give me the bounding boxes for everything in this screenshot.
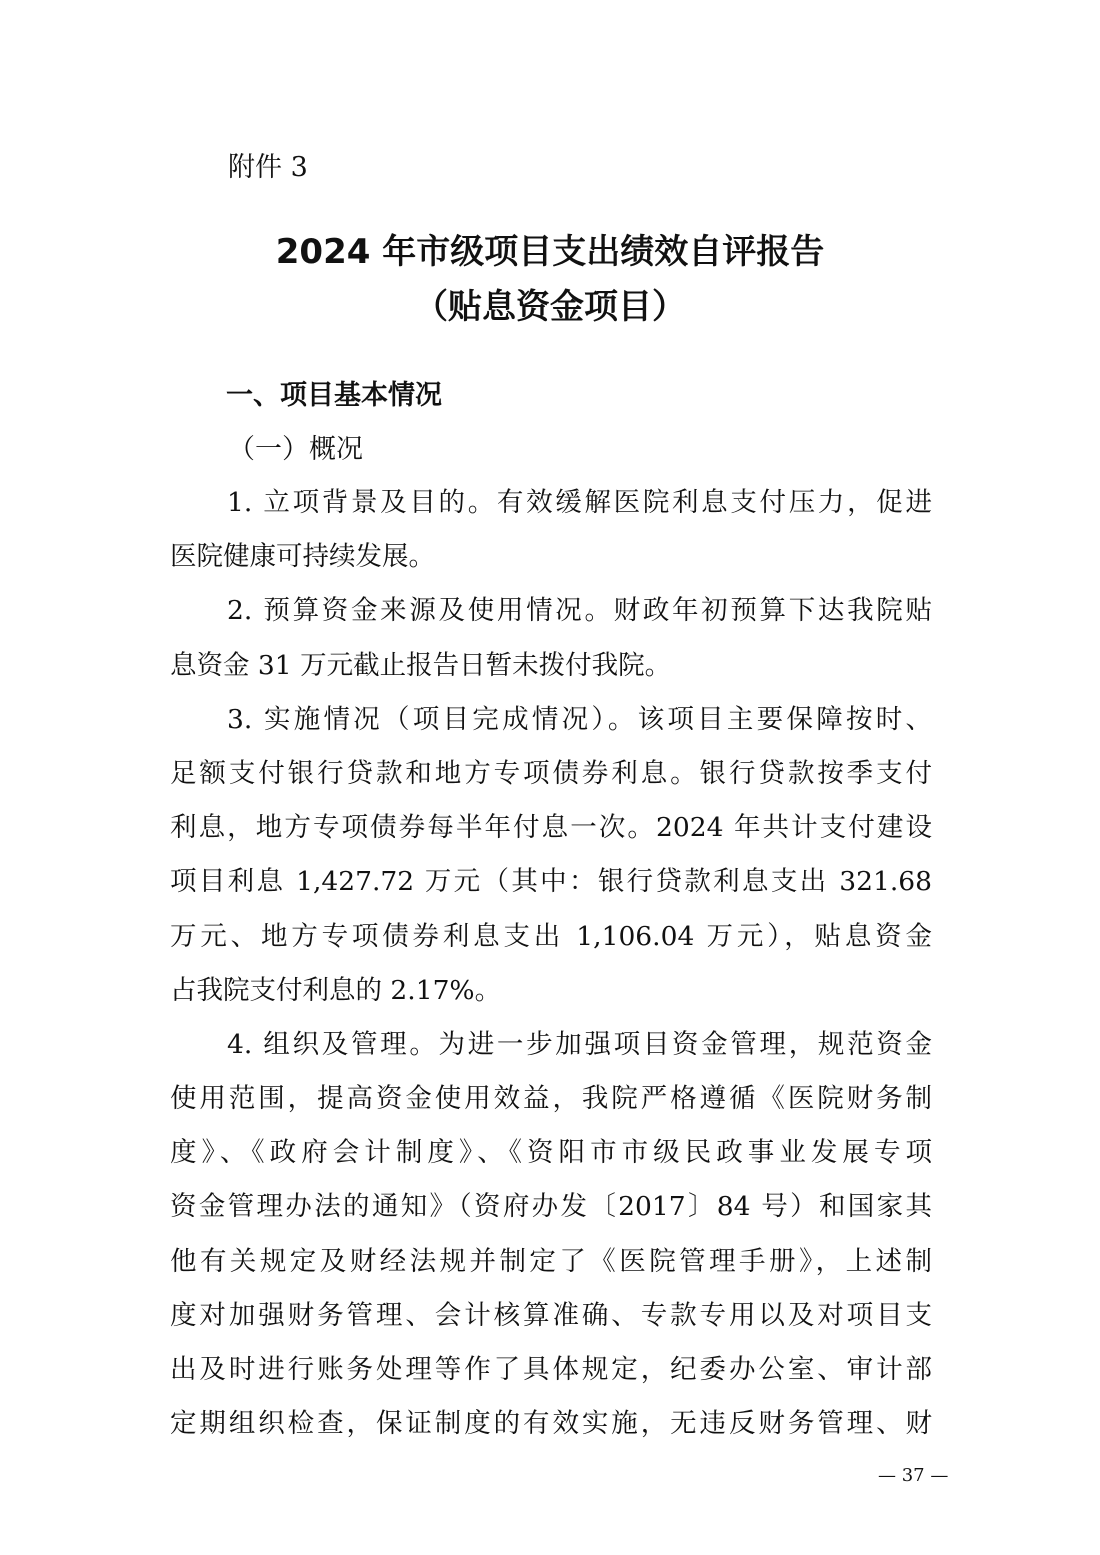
body-line: 足额支付银行贷款和地方专项债券利息。银行贷款按季支付: [170, 757, 932, 789]
body-line: 资金管理办法的通知》（资府办发〔2017〕84 号）和国家其: [170, 1191, 932, 1223]
body-line: 4. 组织及管理。为进一步加强项目资金管理，规范资金: [227, 1028, 932, 1060]
body-line: 项目利息 1,427.72 万元（其中：银行贷款利息支出 321.68: [170, 866, 932, 898]
body-line: 医院健康可持续发展。: [170, 541, 435, 573]
body-line: 他有关规定及财经法规并制定了《医院管理手册》，上述制: [170, 1245, 932, 1277]
body-line: 万元、地方专项债券利息支出 1,106.04 万元），贴息资金: [170, 920, 932, 952]
report-title: 2024 年市级项目支出绩效自评报告: [275, 232, 825, 272]
report-subtitle: （贴息资金项目）: [414, 287, 686, 327]
section-heading: 一、项目基本情况: [226, 380, 442, 411]
body-line: 出及时进行账务处理等作了具体规定，纪委办公室、审计部: [170, 1354, 932, 1385]
body-line: 利息，地方专项债券每半年付息一次。2024 年共计支付建设: [170, 812, 932, 844]
body-line: 度》、《政府会计制度》、《资阳市市级民政事业发展专项: [170, 1137, 932, 1169]
body-line: 使用范围，提高资金使用效益，我院严格遵循《医院财务制: [170, 1083, 932, 1115]
body-line: 3. 实施情况（项目完成情况）。该项目主要保障按时、: [227, 703, 932, 735]
body-line: 1. 立项背景及目的。有效缓解医院利息支付压力，促进: [227, 487, 932, 518]
attachment-label: 附件 3: [228, 152, 308, 183]
body-text: [170, 476, 932, 1451]
subsection-heading: （一）概况: [228, 434, 363, 465]
body-line: 定期组织检查，保证制度的有效实施，无违反财务管理、财: [170, 1408, 932, 1440]
body-line: 2. 预算资金来源及使用情况。财政年初预算下达我院贴: [227, 595, 932, 627]
body-line: 占我院支付利息的 2.17%。: [170, 974, 502, 1006]
body-line: 度对加强财务管理、会计核算准确、专款专用以及对项目支: [170, 1299, 932, 1331]
body-line: 息资金 31 万元截止报告日暂未拨付我院。: [170, 649, 672, 681]
page-number-text: — 37 —: [878, 1465, 949, 1486]
